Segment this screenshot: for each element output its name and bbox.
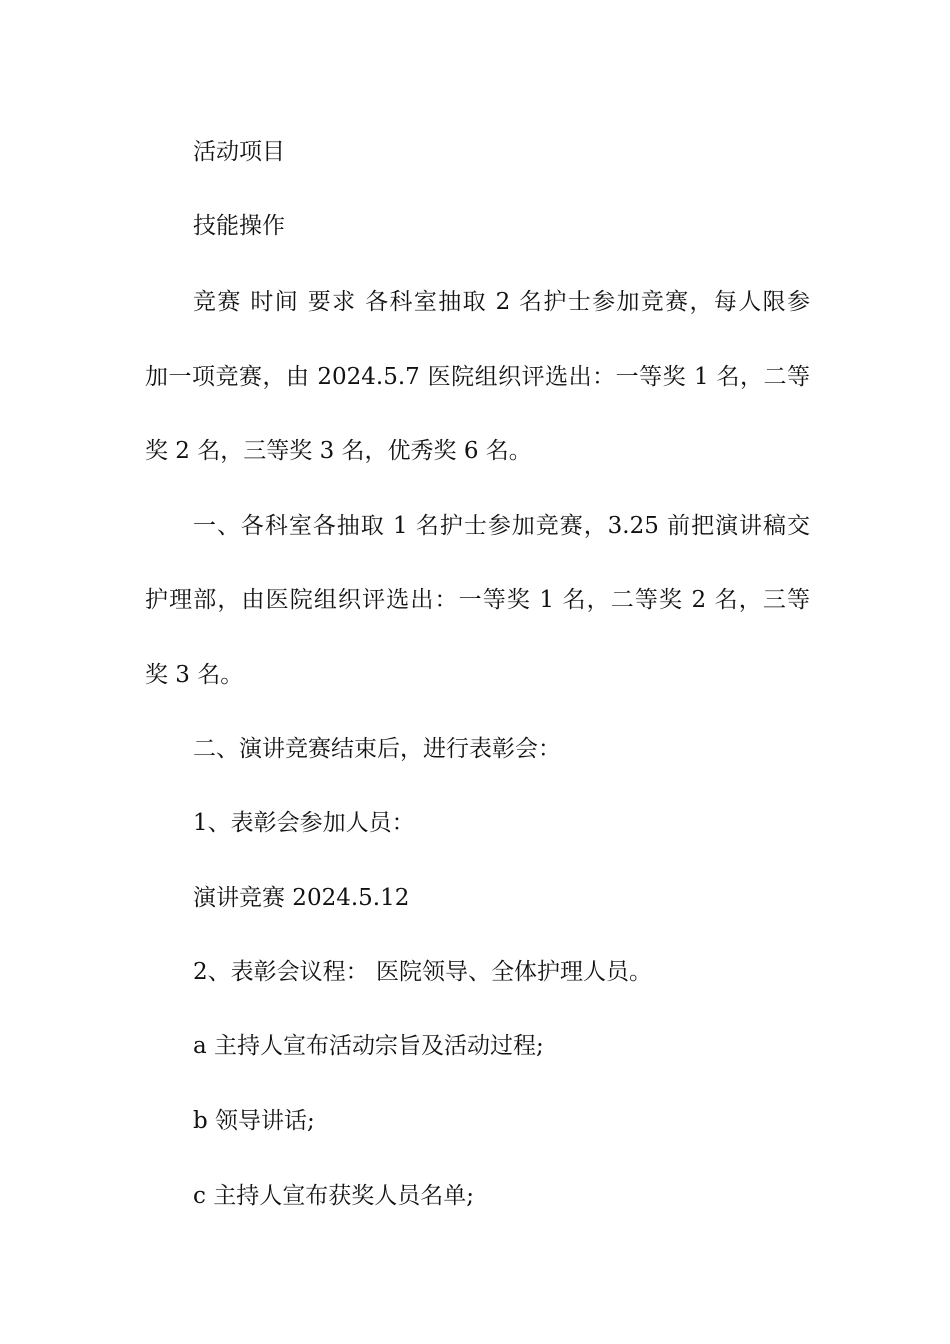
paragraph-line: 竞赛 时间 要求 各科室抽取 2 名护士参加竞赛，每人限参 xyxy=(193,289,810,315)
list-item: a 主持人宣布活动宗旨及活动过程; xyxy=(193,1033,544,1059)
paragraph-line: 一、各科室各抽取 1 名护士参加竞赛，3.25 前把演讲稿交 xyxy=(193,513,810,539)
heading-skill-operation: 技能操作 xyxy=(193,213,285,239)
list-item: b 领导讲话; xyxy=(193,1108,315,1134)
paragraph-line: 奖 2 名，三等奖 3 名，优秀奖 6 名。 xyxy=(145,438,532,464)
heading-activity-items: 活动项目 xyxy=(193,139,285,165)
paragraph-line: 护理部，由医院组织评选出：一等奖 1 名，二等奖 2 名，三等 xyxy=(145,587,810,613)
paragraph-line: 奖 3 名。 xyxy=(145,662,244,688)
paragraph-line: 二、演讲竞赛结束后，进行表彰会： xyxy=(193,736,561,762)
paragraph-line: 加一项竞赛，由 2024.5.7 医院组织评选出：一等奖 1 名，二等 xyxy=(145,364,810,390)
list-item: c 主持人宣布获奖人员名单; xyxy=(193,1183,474,1209)
paragraph-line: 1、表彰会参加人员： xyxy=(193,810,415,836)
paragraph-line: 2、表彰会议程： 医院领导、全体护理人员。 xyxy=(193,959,652,985)
paragraph-line: 演讲竞赛 2024.5.12 xyxy=(193,885,410,911)
